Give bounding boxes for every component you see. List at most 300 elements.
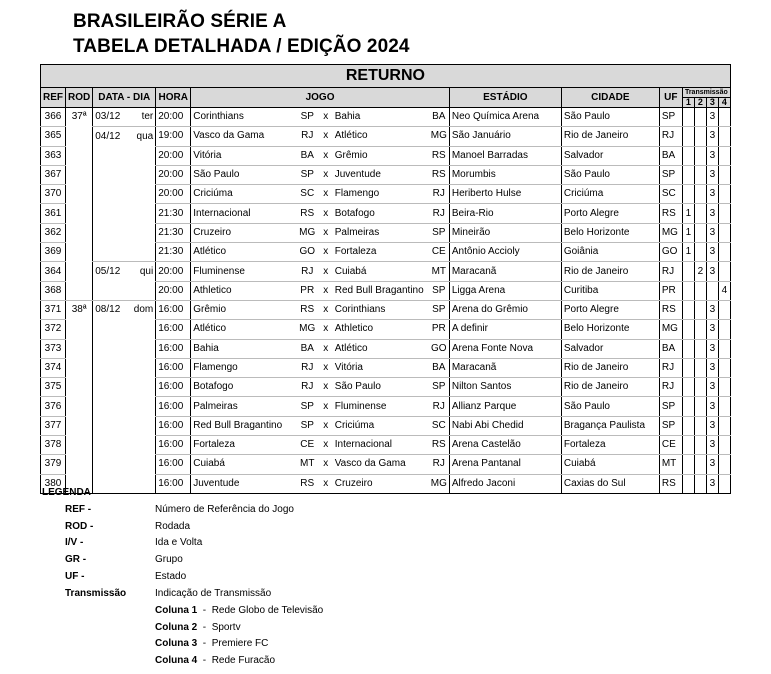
cell-dia — [127, 339, 156, 358]
cell-t1 — [682, 378, 694, 397]
cell-t4 — [718, 339, 730, 358]
cell-dia: qua — [136, 130, 154, 142]
col-header-t4: 4 — [718, 98, 730, 108]
cell-hora: 16:00 — [156, 339, 191, 358]
table-row — [41, 358, 731, 377]
cell-estadio: Manoel Barradas — [449, 146, 561, 165]
cell-dia — [127, 474, 156, 493]
legend-column-item — [155, 622, 241, 633]
cell-estadio: São Januário — [449, 127, 561, 146]
cell-x: x — [319, 243, 333, 262]
cell-t3: 3 — [706, 416, 718, 435]
cell-huf: SC — [296, 185, 319, 204]
cell-t2 — [694, 127, 706, 146]
cell-huf: RJ — [296, 127, 319, 146]
cell-uf: SC — [659, 185, 682, 204]
cell-rod — [66, 146, 93, 165]
cell-home: São Paulo — [191, 165, 296, 184]
cell-t4 — [718, 204, 730, 223]
cell-home: Fluminense — [191, 262, 296, 281]
cell-rod — [66, 436, 93, 455]
legend-key: ROD - — [65, 520, 94, 532]
cell-home: Atlético — [191, 243, 296, 262]
cell-x: x — [319, 320, 333, 339]
cell-hora: 16:00 — [156, 300, 191, 319]
legend-column-item — [155, 655, 275, 666]
col-header-cidade: CIDADE — [561, 88, 659, 108]
cell-t1 — [682, 185, 694, 204]
cell-dia — [127, 378, 156, 397]
cell-rod — [66, 127, 93, 146]
cell-t3: 3 — [706, 397, 718, 416]
cell-huf: SP — [296, 397, 319, 416]
cell-away: Fortaleza — [333, 243, 429, 262]
cell-t3: 3 — [706, 262, 718, 281]
cell-data — [93, 146, 127, 165]
cell-dia — [127, 146, 156, 165]
table-row — [41, 185, 731, 204]
cell-cidade: Goiânia — [561, 243, 659, 262]
cell-uf: BA — [659, 146, 682, 165]
cell-ref: 372 — [41, 320, 66, 339]
cell-t2 — [694, 436, 706, 455]
cell-auf: SP — [429, 300, 450, 319]
legend-column-label: Coluna 4 — [155, 655, 198, 667]
cell-t1 — [682, 281, 694, 300]
cell-t1: 1 — [682, 204, 694, 223]
cell-t1 — [682, 474, 694, 493]
cell-auf: RJ — [429, 204, 450, 223]
cell-estadio: Heriberto Hulse — [449, 185, 561, 204]
cell-auf: RS — [429, 436, 450, 455]
cell-cidade: Rio de Janeiro — [561, 358, 659, 377]
table-row — [41, 300, 731, 319]
cell-estadio: Maracanã — [449, 262, 561, 281]
cell-huf: BA — [296, 146, 319, 165]
cell-t4 — [718, 397, 730, 416]
cell-dia: ter — [127, 108, 156, 127]
cell-cidade: Salvador — [561, 146, 659, 165]
cell-data — [93, 455, 127, 474]
cell-away: Vitória — [333, 358, 429, 377]
cell-t3: 3 — [706, 223, 718, 242]
cell-t3: 3 — [706, 127, 718, 146]
cell-huf: RJ — [296, 358, 319, 377]
cell-t3: 3 — [706, 339, 718, 358]
cell-data — [93, 320, 127, 339]
cell-rod — [66, 416, 93, 435]
cell-uf: MG — [659, 223, 682, 242]
cell-t1 — [682, 416, 694, 435]
cell-t1 — [682, 108, 694, 127]
cell-away: Cruzeiro — [333, 474, 429, 493]
cell-auf: GO — [429, 339, 450, 358]
cell-dia — [127, 185, 156, 204]
cell-t3: 3 — [706, 165, 718, 184]
cell-data — [93, 281, 127, 300]
cell-estadio: Arena do Grêmio — [449, 300, 561, 319]
cell-t2 — [694, 185, 706, 204]
cell-uf: RJ — [659, 127, 682, 146]
cell-rod: 37ª — [66, 108, 93, 127]
cell-ref: 370 — [41, 185, 66, 204]
cell-estadio: Nabi Abi Chedid — [449, 416, 561, 435]
cell-uf: RJ — [659, 262, 682, 281]
cell-huf: RS — [296, 474, 319, 493]
cell-data — [93, 358, 127, 377]
legend-column-value: Sportv — [211, 621, 241, 633]
cell-auf: MG — [429, 474, 450, 493]
cell-ref: 380 — [41, 474, 66, 493]
legend-value: Grupo — [155, 554, 183, 566]
legend-key: UF - — [65, 570, 85, 582]
table-row — [41, 320, 731, 339]
legend-dash: - — [197, 621, 212, 633]
cell-t2 — [694, 339, 706, 358]
cell-x: x — [319, 223, 333, 242]
cell-cidade: Rio de Janeiro — [561, 127, 659, 146]
table-row — [41, 127, 731, 146]
cell-t1: 1 — [682, 243, 694, 262]
cell-cidade: Belo Horizonte — [561, 223, 659, 242]
cell-cidade: Belo Horizonte — [561, 320, 659, 339]
cell-away: Atlético — [333, 339, 429, 358]
col-header-ref: REF — [41, 88, 66, 108]
cell-t1 — [682, 397, 694, 416]
cell-t3: 3 — [706, 474, 718, 493]
cell-cidade: Cuiabá — [561, 455, 659, 474]
cell-away: Internacional — [333, 436, 429, 455]
cell-data — [93, 185, 127, 204]
cell-dia — [127, 243, 156, 262]
cell-x: x — [319, 397, 333, 416]
cell-data — [93, 339, 127, 358]
cell-t1 — [682, 165, 694, 184]
cell-home: Botafogo — [191, 378, 296, 397]
cell-huf: RS — [296, 300, 319, 319]
cell-t1 — [682, 358, 694, 377]
cell-cidade: Fortaleza — [561, 436, 659, 455]
cell-rod — [66, 204, 93, 223]
cell-rod — [66, 397, 93, 416]
cell-data — [93, 436, 127, 455]
cell-x: x — [319, 378, 333, 397]
cell-home: Cuiabá — [191, 455, 296, 474]
cell-away: Vasco da Gama — [333, 455, 429, 474]
cell-t3: 3 — [706, 358, 718, 377]
cell-ref: 369 — [41, 243, 66, 262]
cell-dia — [127, 281, 156, 300]
cell-t4: 4 — [718, 281, 730, 300]
cell-auf: MG — [429, 127, 450, 146]
cell-x: x — [319, 339, 333, 358]
cell-x: x — [319, 300, 333, 319]
cell-hora: 16:00 — [156, 436, 191, 455]
cell-x: x — [319, 165, 333, 184]
cell-rod — [66, 339, 93, 358]
cell-t1 — [682, 339, 694, 358]
cell-estadio: Neo Química Arena — [449, 108, 561, 127]
cell-data: 03/12 — [93, 108, 127, 127]
cell-ref: 361 — [41, 204, 66, 223]
section-header: RETURNO — [41, 65, 731, 88]
cell-t3: 3 — [706, 455, 718, 474]
cell-away: Criciúma — [333, 416, 429, 435]
cell-t3: 3 — [706, 108, 718, 127]
cell-x: x — [319, 127, 333, 146]
legend-column-label: Coluna 1 — [155, 605, 198, 616]
legend-value: Número de Referência do Jogo — [155, 504, 294, 515]
cell-t3: 3 — [706, 320, 718, 339]
cell-data: 08/12 — [93, 300, 127, 319]
cell-home: Palmeiras — [191, 397, 296, 416]
cell-huf: CE — [296, 436, 319, 455]
cell-huf: MG — [296, 223, 319, 242]
cell-home: Bahia — [191, 339, 296, 358]
cell-huf: MG — [296, 320, 319, 339]
cell-home: Red Bull Bragantino — [191, 416, 296, 435]
col-header-hora: HORA — [156, 88, 191, 108]
cell-huf: RJ — [296, 378, 319, 397]
cell-cidade: Rio de Janeiro — [561, 262, 659, 281]
cell-cidade: Caxias do Sul — [561, 474, 659, 493]
cell-ref: 374 — [41, 358, 66, 377]
cell-away: Flamengo — [333, 185, 429, 204]
cell-uf: SP — [659, 416, 682, 435]
cell-home: Fortaleza — [191, 436, 296, 455]
cell-ref: 375 — [41, 378, 66, 397]
cell-t4 — [718, 436, 730, 455]
cell-uf: GO — [659, 243, 682, 262]
legend-column-item — [155, 638, 268, 649]
table-row — [41, 262, 731, 281]
cell-hora: 21:30 — [156, 243, 191, 262]
cell-huf: SP — [296, 165, 319, 184]
cell-t4 — [718, 300, 730, 319]
cell-away: Fluminense — [333, 397, 429, 416]
cell-t2 — [694, 455, 706, 474]
cell-t2 — [694, 320, 706, 339]
cell-uf: SP — [659, 397, 682, 416]
cell-auf: BA — [429, 108, 450, 127]
cell-home: Atlético — [191, 320, 296, 339]
cell-ref: 362 — [41, 223, 66, 242]
col-header-data-dia: DATA - DIA — [93, 88, 156, 108]
cell-dia — [127, 397, 156, 416]
legend-value: Ida e Volta — [155, 537, 203, 549]
cell-ref: 365 — [41, 127, 66, 146]
cell-home: Vitória — [191, 146, 296, 165]
cell-t4 — [718, 185, 730, 204]
cell-estadio: Arena Fonte Nova — [449, 339, 561, 358]
table-row — [41, 397, 731, 416]
cell-auf: RJ — [429, 185, 450, 204]
cell-t2 — [694, 397, 706, 416]
cell-hora: 20:00 — [156, 262, 191, 281]
cell-hora: 20:00 — [156, 108, 191, 127]
cell-hora: 16:00 — [156, 455, 191, 474]
cell-hora: 20:00 — [156, 146, 191, 165]
cell-auf: SP — [429, 378, 450, 397]
cell-estadio: Arena Pantanal — [449, 455, 561, 474]
col-header-jogo: JOGO — [191, 88, 450, 108]
cell-data — [93, 223, 127, 242]
cell-t2 — [694, 243, 706, 262]
cell-huf: BA — [296, 339, 319, 358]
cell-ref: 367 — [41, 165, 66, 184]
cell-estadio: Ligga Arena — [449, 281, 561, 300]
cell-t1 — [682, 262, 694, 281]
table-row — [41, 108, 731, 127]
cell-hora: 16:00 — [156, 320, 191, 339]
cell-away: Athletico — [333, 320, 429, 339]
cell-cidade: Bragança Paulista — [561, 416, 659, 435]
cell-x: x — [319, 474, 333, 493]
cell-away: Bahia — [333, 108, 429, 127]
cell-huf: RJ — [296, 262, 319, 281]
cell-ref: 373 — [41, 339, 66, 358]
cell-cidade: Criciúma — [561, 185, 659, 204]
cell-rod — [66, 165, 93, 184]
cell-cidade: Porto Alegre — [561, 204, 659, 223]
cell-t2 — [694, 300, 706, 319]
table-row — [41, 436, 731, 455]
cell-home: Corinthians — [191, 108, 296, 127]
cell-auf: SP — [429, 281, 450, 300]
legend-key: Transmissão — [65, 587, 127, 599]
cell-cidade: São Paulo — [561, 165, 659, 184]
cell-home: Athletico — [191, 281, 296, 300]
cell-hora: 16:00 — [156, 358, 191, 377]
col-header-estadio: ESTÁDIO — [449, 88, 561, 108]
cell-ref: 364 — [41, 262, 66, 281]
cell-t2 — [694, 223, 706, 242]
cell-uf: SP — [659, 108, 682, 127]
table-row — [41, 416, 731, 435]
table-row — [41, 165, 731, 184]
schedule-table — [40, 64, 731, 494]
cell-estadio: A definir — [449, 320, 561, 339]
cell-rod — [66, 281, 93, 300]
cell-t4 — [718, 146, 730, 165]
table-row — [41, 339, 731, 358]
cell-auf: RS — [429, 165, 450, 184]
cell-ref: 371 — [41, 300, 66, 319]
cell-auf: CE — [429, 243, 450, 262]
cell-t1 — [682, 436, 694, 455]
legend-key: I/V - — [65, 537, 84, 549]
cell-data — [93, 474, 127, 493]
cell-t4 — [718, 108, 730, 127]
cell-data: 04/12 — [93, 127, 127, 146]
cell-estadio: Morumbis — [449, 165, 561, 184]
cell-ref: 376 — [41, 397, 66, 416]
cell-ref: 377 — [41, 416, 66, 435]
cell-t1: 1 — [682, 223, 694, 242]
cell-dia — [127, 436, 156, 455]
cell-t2 — [694, 165, 706, 184]
legend-dash: - — [197, 655, 212, 667]
cell-t3: 3 — [706, 146, 718, 165]
cell-estadio: Nilton Santos — [449, 378, 561, 397]
cell-home: Internacional — [191, 204, 296, 223]
cell-cidade: Curitiba — [561, 281, 659, 300]
cell-home: Cruzeiro — [191, 223, 296, 242]
cell-dia: dom — [127, 300, 156, 319]
cell-huf: MT — [296, 455, 319, 474]
cell-hora: 16:00 — [156, 474, 191, 493]
cell-data — [93, 397, 127, 416]
cell-t2 — [694, 416, 706, 435]
cell-t3: 3 — [706, 243, 718, 262]
cell-huf: SP — [296, 416, 319, 435]
cell-auf: RJ — [429, 397, 450, 416]
col-header-uf: UF — [659, 88, 682, 108]
col-header-transmissao: Transmissão — [682, 88, 730, 98]
cell-uf: RS — [659, 474, 682, 493]
legend-column-label: Coluna 3 — [155, 638, 198, 650]
cell-rod — [66, 320, 93, 339]
cell-t4 — [718, 455, 730, 474]
cell-hora: 16:00 — [156, 378, 191, 397]
cell-hora: 21:30 — [156, 204, 191, 223]
cell-t1 — [682, 320, 694, 339]
cell-away: Botafogo — [333, 204, 429, 223]
cell-away: Palmeiras — [333, 223, 429, 242]
cell-t2: 2 — [694, 262, 706, 281]
legend — [42, 487, 91, 498]
cell-t3: 3 — [706, 185, 718, 204]
cell-dia — [127, 165, 156, 184]
cell-home: Juventude — [191, 474, 296, 493]
legend-key: REF - — [65, 504, 92, 515]
cell-hora: 20:00 — [156, 185, 191, 204]
cell-dia — [127, 204, 156, 223]
cell-dia — [127, 416, 156, 435]
cell-uf: BA — [659, 339, 682, 358]
col-header-rod: ROD — [66, 88, 93, 108]
cell-dia — [127, 223, 156, 242]
cell-data — [93, 416, 127, 435]
cell-t3: 3 — [706, 300, 718, 319]
page-title: BRASILEIRÃO SÉRIE A — [73, 11, 287, 32]
cell-ref: 379 — [41, 455, 66, 474]
cell-uf: PR — [659, 281, 682, 300]
cell-t4 — [718, 127, 730, 146]
cell-estadio: Alfredo Jaconi — [449, 474, 561, 493]
table-row — [41, 455, 731, 474]
cell-t4 — [718, 243, 730, 262]
cell-estadio: Mineirão — [449, 223, 561, 242]
cell-rod — [66, 223, 93, 242]
cell-huf: GO — [296, 243, 319, 262]
cell-uf: MT — [659, 455, 682, 474]
cell-huf: SP — [296, 108, 319, 127]
cell-ref: 363 — [41, 146, 66, 165]
legend-column-value: Rede Furacão — [211, 655, 276, 667]
cell-x: x — [319, 185, 333, 204]
cell-rod — [66, 185, 93, 204]
cell-auf: SP — [429, 223, 450, 242]
cell-estadio: Beira-Rio — [449, 204, 561, 223]
cell-home: Flamengo — [191, 358, 296, 377]
cell-rod — [66, 262, 93, 281]
cell-t3 — [706, 281, 718, 300]
cell-t2 — [694, 358, 706, 377]
cell-dia — [127, 320, 156, 339]
cell-cidade: Rio de Janeiro — [561, 378, 659, 397]
cell-cidade: Porto Alegre — [561, 300, 659, 319]
